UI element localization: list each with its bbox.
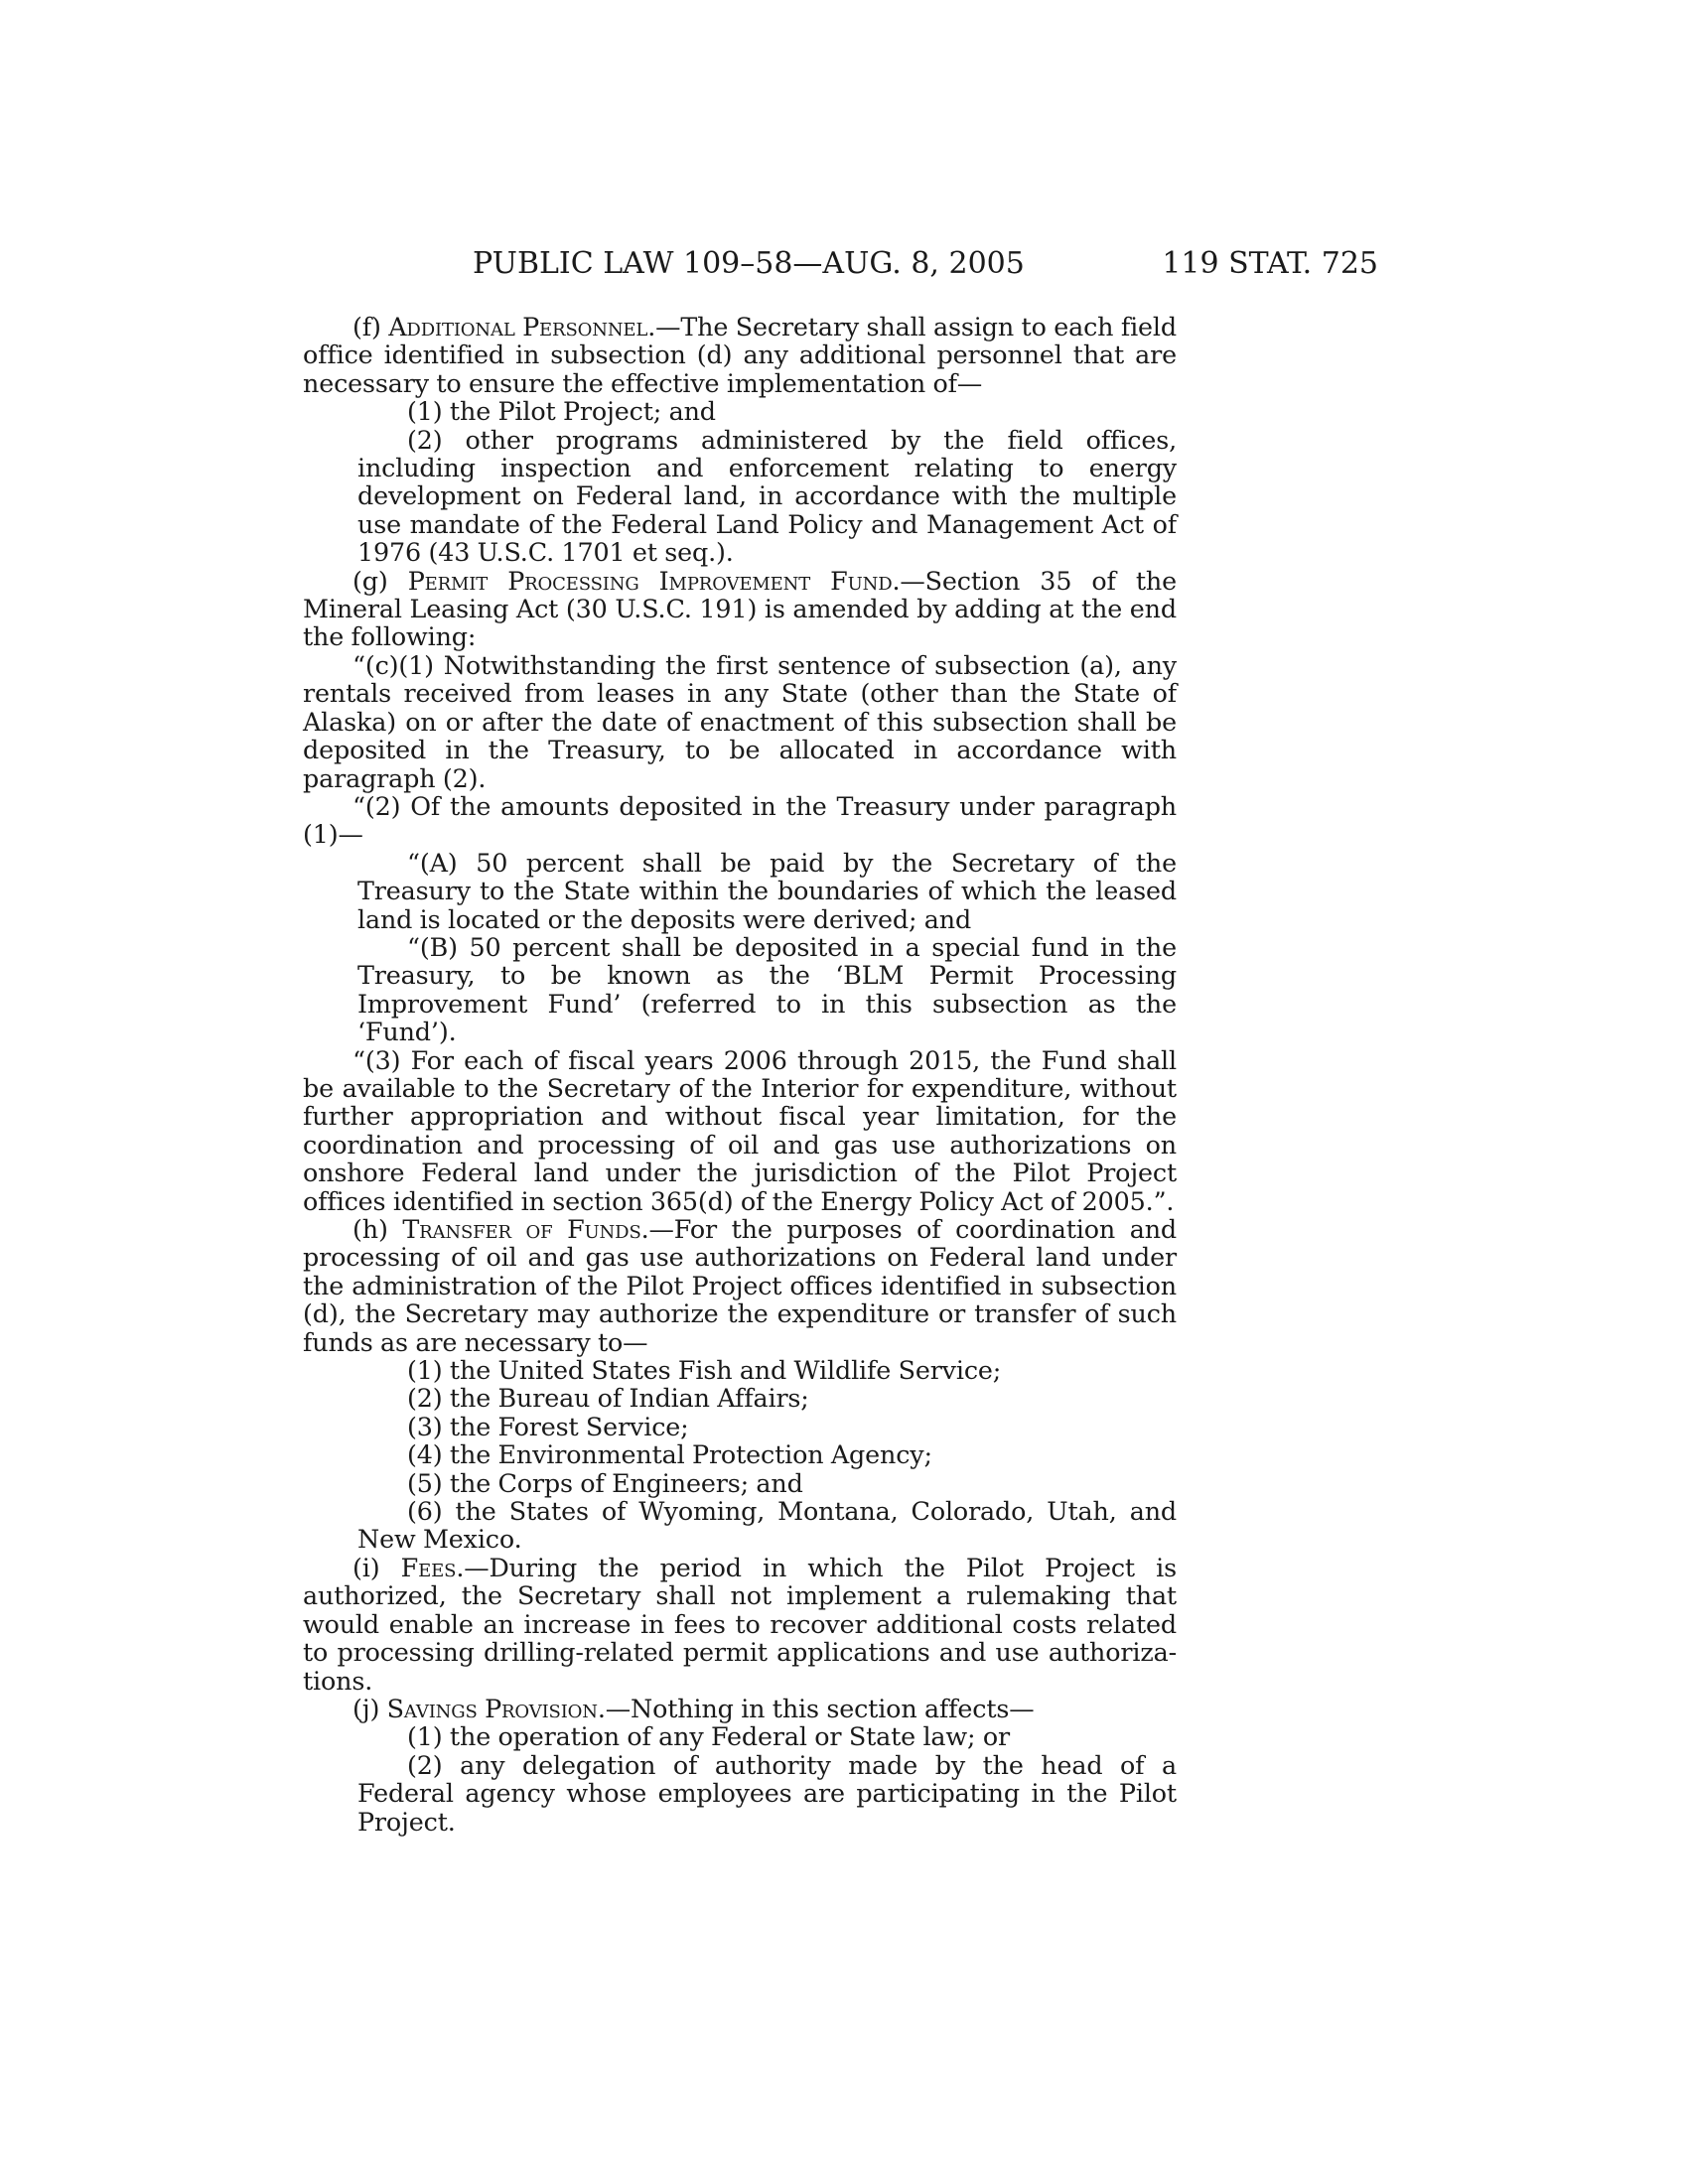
subsection-f-body: .—The Secretary shall assign to each field office identified in subsection (d) any additional personnel that are necessary to ensure the effective implementation of— [303, 312, 1177, 398]
subsection-j-heading: Savings Provision [386, 1693, 598, 1723]
document-body [303, 313, 1177, 1836]
subsection-g-label: (g) [352, 565, 408, 596]
subsection-j-label: (j) [352, 1693, 387, 1723]
subsection-h-item-6: (6) the States of Wyoming, Montana, Colorado, Utah, and New Mexico. [357, 1496, 1177, 1555]
subsection-h-label: (h) [352, 1214, 403, 1244]
subsection-f-item-2: (2) other programs administered by the field offices, including inspection and enforcement relating to energy development on Federal land, in accordance with the multiple use mandate of the Federal Land Policy and Management Act of 1976 (43 U.S.C. 1701 et seq.). [357, 424, 1177, 568]
subsection-h-item-1: (1) the United States Fish and Wildlife Service; [407, 1355, 1002, 1386]
subsection-j-item-2: (2) any delegation of authority made by the head of a Federal agency whose employees are participating in the Pilot Project. [357, 1749, 1177, 1837]
quoted-subparagraph-a: “(A) 50 percent shall be paid by the Secretary of the Treasury to the State within the boundaries of which the leased land is located or the deposits were derived; and [357, 847, 1177, 934]
subsection-h-body: .—For the purposes of coordination and processing of oil and gas use authorizations on Federal land under the administration of the Pilot Project offices identified in subsection (d), the Secretary may authorize the expenditure or transfer of such funds as are necessary to— [303, 1214, 1178, 1357]
subsection-f-label: (f) [352, 312, 389, 341]
subsection-h-item-5: (5) the Corps of Engineers; and [407, 1467, 803, 1498]
running-header [473, 244, 1378, 284]
subsection-i-heading: Fees [400, 1552, 457, 1582]
subsection-g-body: .—Section 35 of the Mineral Leasing Act (30 U.S.C. 191) is amended by adding at the end the following: [303, 565, 1177, 652]
subsection-h-heading: Transfer of Funds [402, 1214, 641, 1244]
subsection-j-body: .—Nothing in this section affects— [597, 1693, 1035, 1723]
subsection-h [303, 1215, 1177, 1356]
subsection-j [303, 1695, 1177, 1722]
subsection-f [303, 313, 1177, 397]
quoted-subparagraph-b: “(B) 50 percent shall be deposited in a special fund in the Treasury, to be known as the ‘BLM Permit Processing Improvement Fund’ (referred to in this subsection as the ‘Fund’). [357, 931, 1177, 1047]
subsection-g-heading: Permit Processing Improvement Fund [407, 565, 893, 596]
quoted-paragraph-c1: “(c)(1) Notwithstanding the first sentence of subsection (a), any rentals received from leases in any State (other than the State of Alaska) on or after the date of enactment of this subsection shall be deposited in the Treasury, to be allocated in accordance with paragraph (2). [303, 649, 1177, 793]
subsection-h-item-2: (2) the Bureau of Indian Affairs; [407, 1383, 809, 1414]
quoted-paragraph-3: “(3) For each of fiscal years 2006 through 2015, the Fund shall be available to the Secretary of the Interior for expenditure, without further appropriation and without fiscal year limitation, for the coordination and processing of oil and gas use authorizations on onshore Federal land under the jurisdiction of the Pilot Project offices identified in section 365(d) of the Energy Policy Act of 2005.”. [303, 1044, 1177, 1216]
quoted-paragraph-2: “(2) Of the amounts deposited in the Treasury under paragraph (1)— [303, 790, 1177, 850]
subsection-f-item-1: (1) the Pilot Project; and [407, 396, 716, 427]
header-page-number: 119 STAT. 725 [1162, 246, 1378, 281]
header-title: PUBLIC LAW 109–58—AUG. 8, 2005 [473, 246, 1025, 281]
subsection-i-body: .—During the period in which the Pilot Project is authorized, the Secretary shall not implement a rulemaking that would enable an increase in fees to recover additional costs related to processing drilling-related permit applications and use authoriza-tions. [303, 1552, 1177, 1696]
subsection-i [303, 1554, 1177, 1695]
subsection-f-heading: Additional Personnel [388, 312, 648, 341]
subsection-i-label: (i) [352, 1552, 401, 1582]
subsection-j-item-1: (1) the operation of any Federal or State law; or [407, 1721, 1010, 1752]
subsection-h-item-3: (3) the Forest Service; [407, 1411, 689, 1441]
subsection-g [303, 567, 1177, 651]
subsection-h-item-4: (4) the Environmental Protection Agency; [407, 1439, 932, 1470]
